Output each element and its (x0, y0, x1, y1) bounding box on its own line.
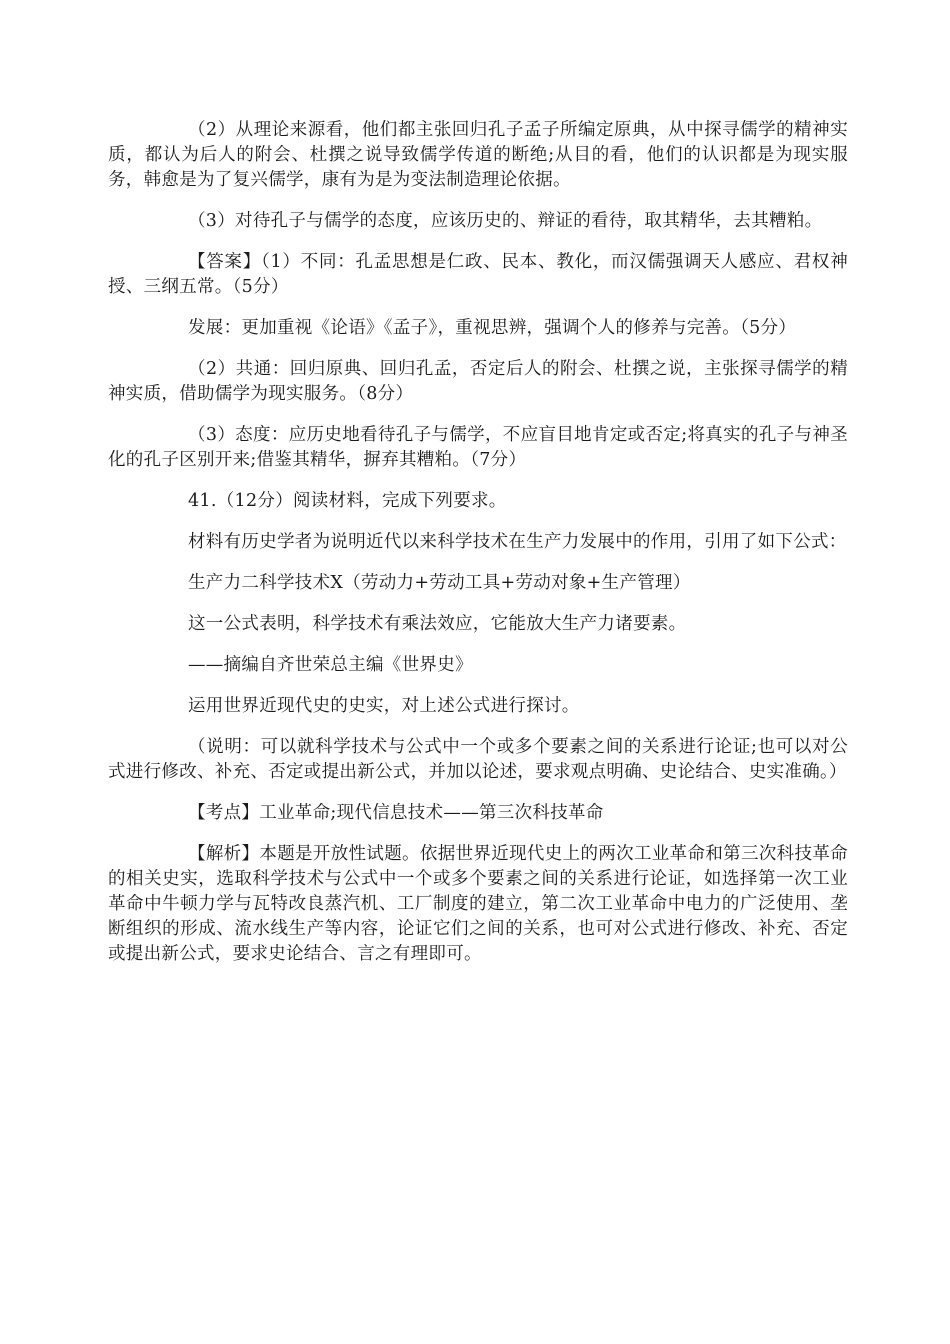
material-intro: 材料有历史学者为说明近代以来科学技术在生产力发展中的作用，引用了如下公式： (188, 532, 847, 552)
paragraph-answer-common: （2）共通：回归原典、回归孔孟，否定后人的附会、杜撰之说，主张探寻儒学的精神实质，借助儒学为现实服务。（8分） (108, 359, 848, 404)
paragraph-answer-difference: 【答案】（1）不同：孔孟思想是仁政、民本、教化，而汉儒强调天人感应、君权神授、三纲五常。（5分） (108, 252, 848, 297)
paragraph-answer-development: 发展：更加重视《论语》《孟子》，重视思辨，强调个人的修养与完善。（5分） (188, 318, 797, 338)
paragraph-answer-attitude: （3）态度：应历史地看待孔子与儒学，不应盲目地肯定或否定;将真实的孔子与神圣化的孔子区别开来;借鉴其精华，摒弃其糟粕。（7分） (108, 425, 848, 470)
exam-point: 【考点】工业革命;现代信息技术——第三次科技革命 (188, 803, 604, 823)
task-instruction: 运用世界近现代史的史实，对上述公式进行探讨。 (188, 696, 580, 716)
paragraph-attitude: （3）对待孔子与儒学的态度，应该历史的、辩证的看待，取其精华，去其糟粕。 (188, 211, 823, 231)
formula-explanation: 这一公式表明，科学技术有乘法效应，它能放大生产力诸要素。 (188, 614, 687, 634)
question-41-heading: 41.（12分）阅读材料，完成下列要求。 (188, 491, 507, 511)
source-citation: ——摘编自齐世荣总主编《世界史》 (188, 655, 473, 675)
paragraph-theory-source: （2）从理论来源看，他们都主张回归孔子孟子所编定原典，从中探寻儒学的精神实质，都认为后人的附会、杜撰之说导致儒学传道的断绝;从目的看，他们的认识都是为现实服务，韩愈是为了复兴儒学，康有为是为变法制造理论依据。 (108, 120, 848, 190)
formula: 生产力二科学技术X（劳动力+劳动工具+劳动对象+生产管理） (188, 573, 691, 593)
document-page (108, 118, 848, 983)
analysis: 【解析】本题是开放性试题。依据世界近现代史上的两次工业革命和第三次科技革命的相关史实，选取科学技术与公式中一个或多个要素之间的关系进行论证，如选择第一次工业革命中牛顿力学与瓦特改良蒸汽机、工厂制度的建立，第二次工业革命中电力的广泛使用、垄断组织的形成、流水线生产等内容，论证它们之间的关系，也可对公式进行修改、补充、否定或提出新公式，要求史论结合、言之有理即可。 (108, 844, 848, 964)
task-note: （说明：可以就科学技术与公式中一个或多个要素之间的关系进行论证;也可以对公式进行修改、补充、否定或提出新公式，并加以论述，要求观点明确、史论结合、史实准确。） (108, 737, 848, 782)
